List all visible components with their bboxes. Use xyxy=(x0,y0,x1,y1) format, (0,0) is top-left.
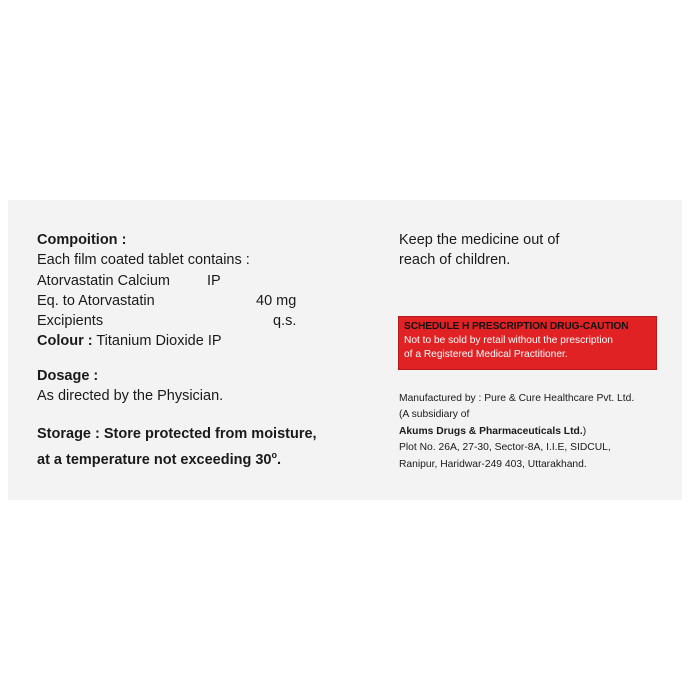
degree-mark: o xyxy=(271,449,277,460)
caution-line-2: of a Registered Medical Practitioner. xyxy=(404,349,568,360)
excipients-amount: q.s. xyxy=(273,313,297,330)
manufacturer-block xyxy=(399,391,669,473)
manufacturer-line-2: (A subsidiary of xyxy=(399,409,470,421)
equivalent-amount: 40 mg xyxy=(256,292,297,309)
storage-line-1: Storage : Store protected from moisture, xyxy=(37,426,317,443)
schedule-h-caution-box xyxy=(398,316,657,370)
equivalent-row xyxy=(37,291,367,311)
excipients-name: Excipients xyxy=(37,313,104,330)
colour-value: Titanium Dioxide IP xyxy=(96,333,222,350)
storage-period: . xyxy=(277,451,282,468)
composition-line: Each film coated tablet contains : xyxy=(37,252,250,269)
composition-heading: Compoition : xyxy=(37,232,127,248)
manufacturer-line-1: Manufactured by : Pure & Cure Healthcare Pvt. Ltd. xyxy=(399,393,635,404)
ingredient-grade: IP xyxy=(207,272,221,289)
equivalent-name: Eq. to Atorvastatin xyxy=(37,292,155,309)
excipients-row xyxy=(37,311,367,331)
manufacturer-line-4: Plot No. 26A, 27-30, Sector-8A, I.I.E, SIDCUL, xyxy=(399,442,611,454)
dosage-text: As directed by the Physician. xyxy=(37,388,224,405)
storage-line-2-text: at a temperature not exceeding 30 xyxy=(37,451,272,468)
warning-line-1: Keep the medicine out of xyxy=(399,232,560,248)
ingredient-name: Atorvastatin Calcium xyxy=(37,272,170,289)
warning-line-2: reach of children. xyxy=(399,252,511,268)
ingredient-row xyxy=(37,271,367,291)
company-name: Akums Drugs & Pharmaceuticals Ltd. xyxy=(399,425,583,437)
manufacturer-line-5: Ranipur, Haridwar-249 403, Uttarakhand. xyxy=(399,458,587,470)
caution-title: SCHEDULE H PRESCRIPTION DRUG-CAUTION xyxy=(404,321,629,332)
colour-label: Colour : xyxy=(37,333,93,350)
composition-column xyxy=(37,230,367,470)
company-close: ) xyxy=(582,425,587,437)
caution-line-1: Not to be sold by retail without the prescription xyxy=(404,335,613,346)
dosage-heading: Dosage : xyxy=(37,367,99,384)
colour-row xyxy=(37,331,367,351)
warning-text xyxy=(399,230,659,270)
manufacturer-line-3 xyxy=(399,424,669,440)
storage-line-2 xyxy=(37,445,367,470)
